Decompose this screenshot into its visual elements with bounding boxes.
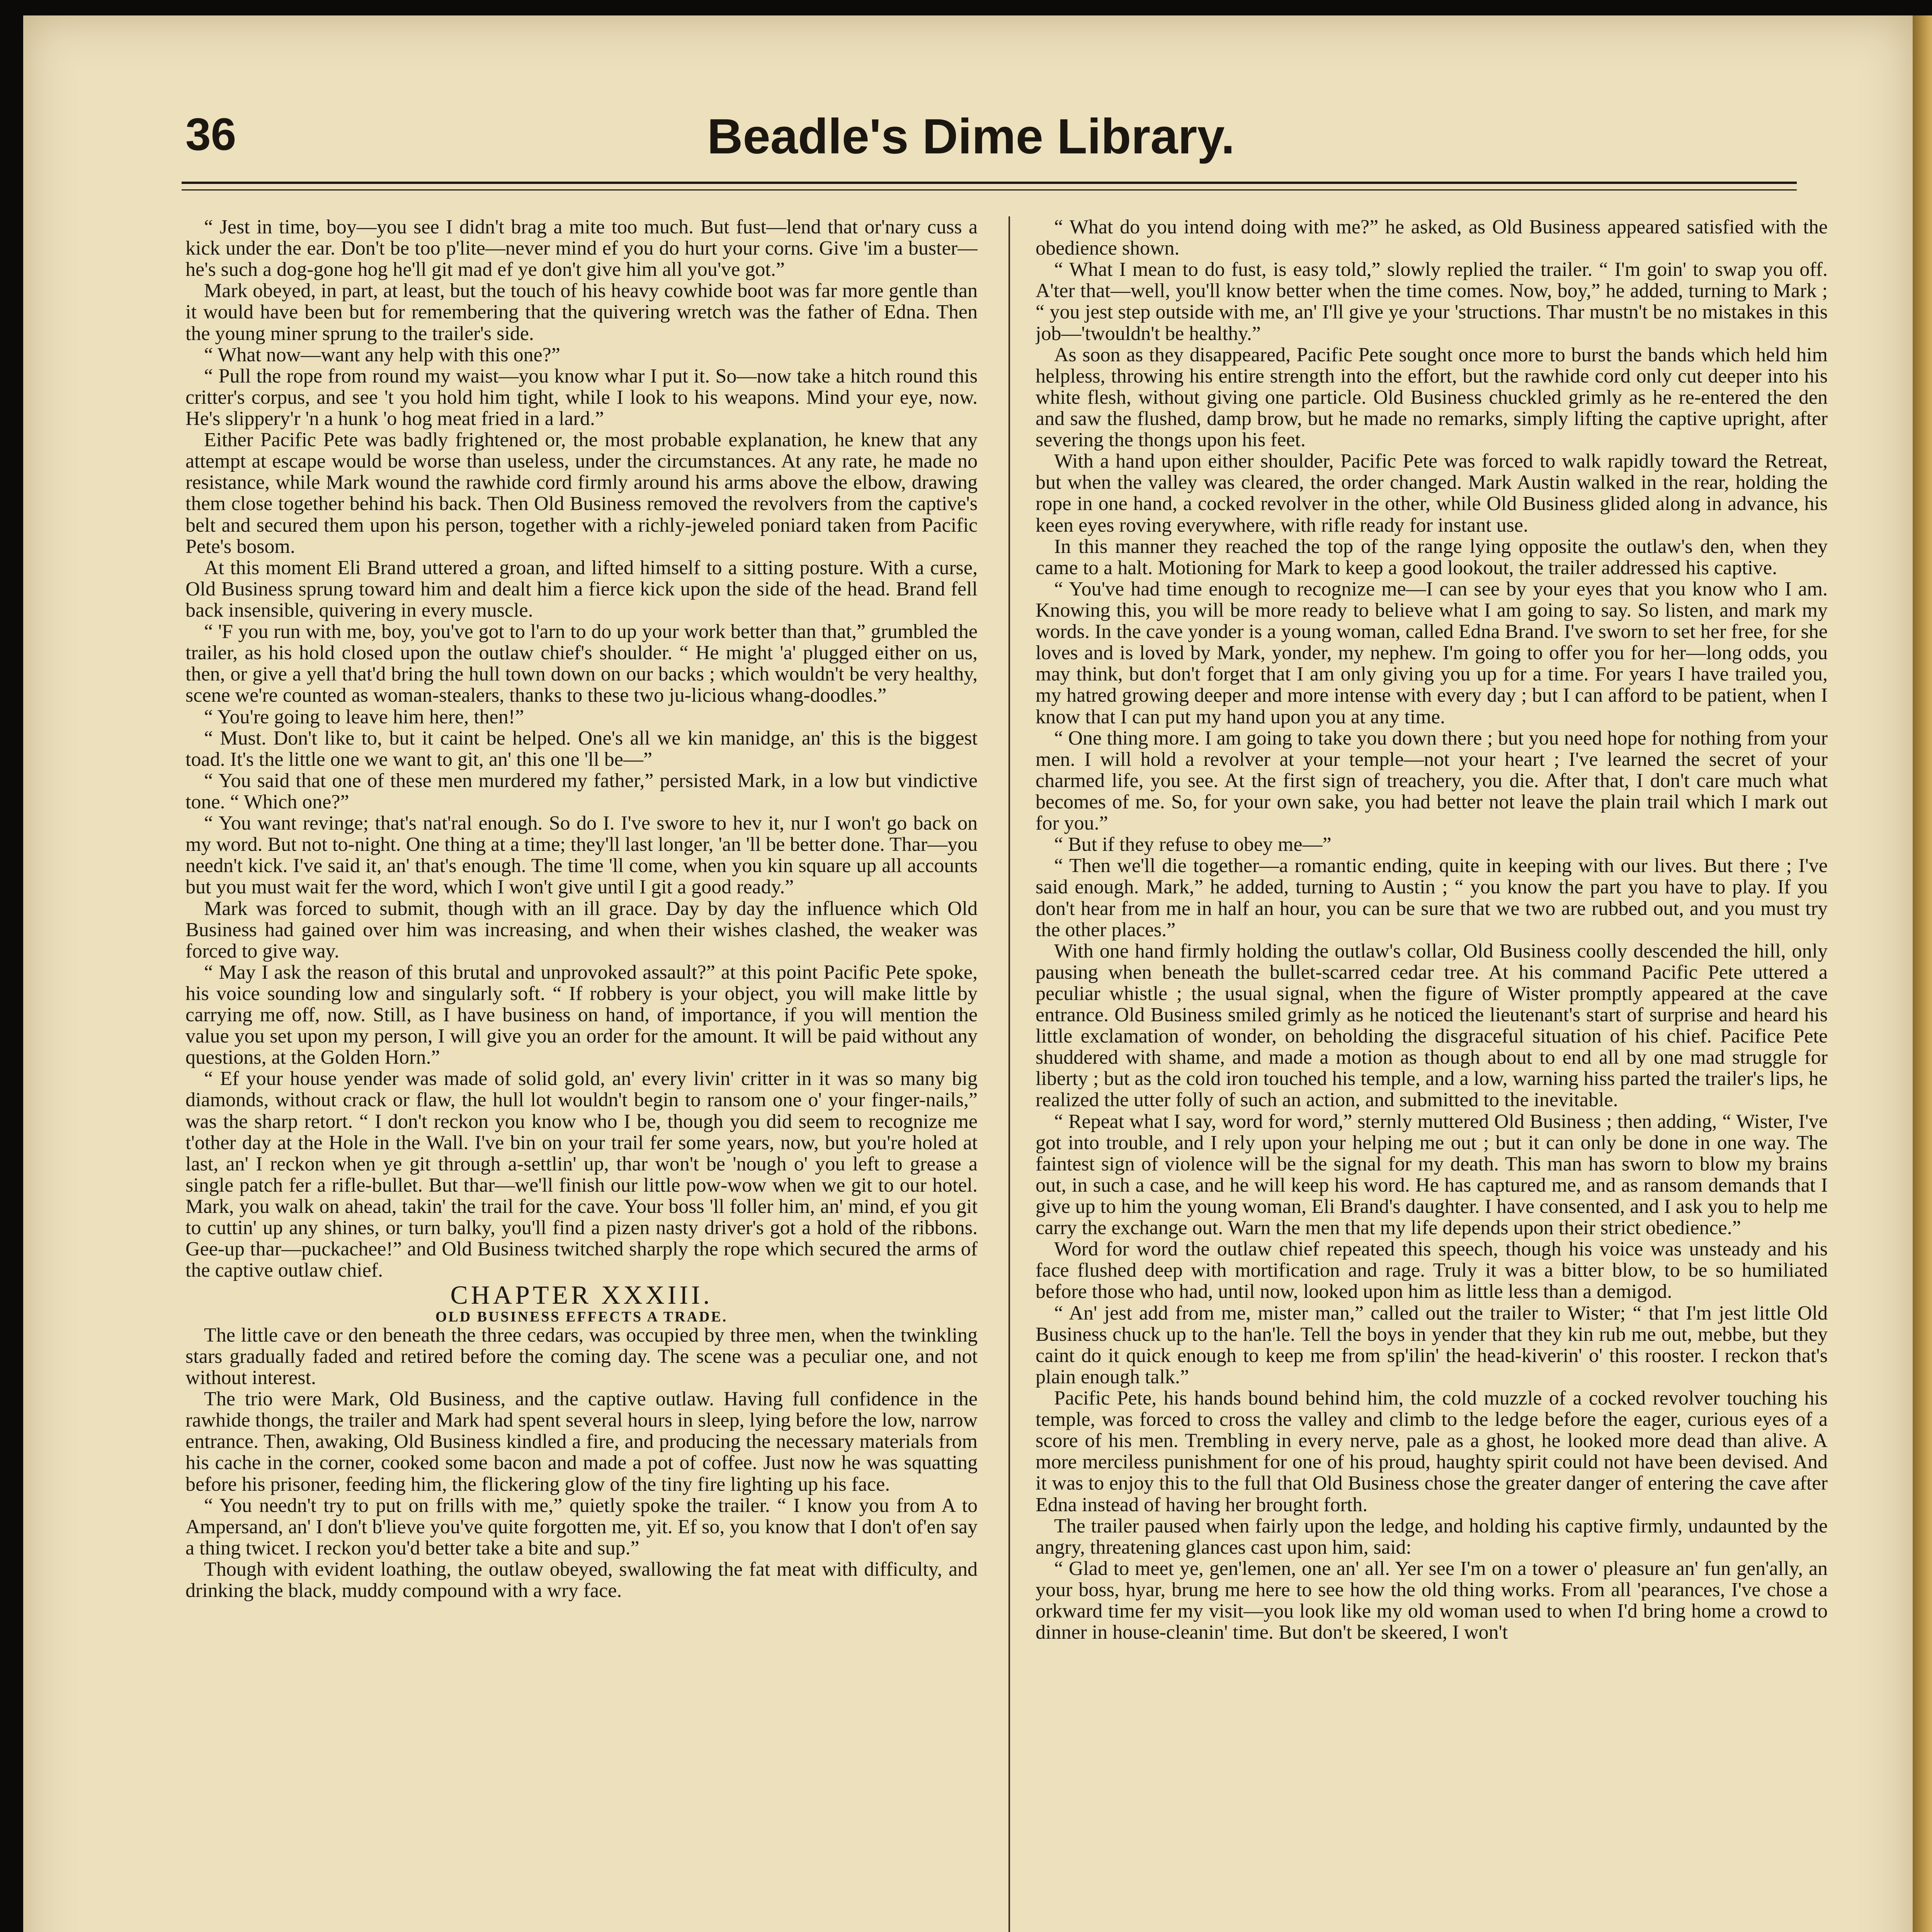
paragraph: “ What do you intend doing with me?” he asked, as Old Business appeared satisfied with the obedience shown. [1036,216,1828,260]
paragraph: “ What I mean to do fust, is easy told,” slowly replied the trailer. “ I'm goin' to swap you off. A'ter that—well, you'll know better when the time comes. Now, boy,” he added, turning to Mark ; “ you jest step outside with me, an' I'll give ye your 'structions. Thar mustn't be no mistakes in this job—'twouldn't be healthy.” [1036,259,1828,345]
paragraph: “ You said that one of these men murdered my father,” persisted Mark, in a low but vindictive tone. “ Which one?” [185,769,978,813]
paragraph: “ Jest in time, boy—you see I didn't brag a mite too much. But fust—lend that or'nary cuss a kick under the ear. Don't be too p'lite—never mind ef you do hurt your corns. Give 'im a buster—he's such a dog-gone hog he'll git mad ef ye don't give him all you've got.” [185,216,978,281]
paragraph: Mark obeyed, in part, at least, but the touch of his heavy cowhide boot was far more gentle than it would have been but for remembering that the quivering wretch was the father of Edna. Then the young miner sprung to the trailer's side. [185,280,978,345]
paragraph: “ May I ask the reason of this brutal and unprovoked assault?” at this point Pacific Pete spoke, his voice sounding low and singularly soft. “ If robbery is your object, you will make little by carrying me off, now. Still, as I have business on hand, of importance, if you will mention the value you set upon my person, I will give you an order for the amount. It will be paid without any questions, at the Golden Horn.” [185,961,978,1069]
paragraph: As soon as they disappeared, Pacific Pete sought once more to burst the bands which held him helpless, throwing his entire strength into the effort, but the rawhide cord only cut deeper into his white flesh, without giving one particle. Old Business chuckled grimly as he re-entered the den and saw the flushed, damp brow, but he made no remarks, simply lifting the captive upright, after severing the thongs upon his feet. [1036,344,1828,451]
running-head: Beadle's Dime Library. [707,109,1235,164]
paragraph: At this moment Eli Brand uttered a groan, and lifted himself to a sitting posture. With a curse, Old Business sprung toward him and dealt him a fierce kick upon the side of the head. Brand fell back insensible, quivering in every muscle. [185,556,978,621]
left-paragraphs [185,216,978,1281]
paragraph: Mark was forced to submit, though with an ill grace. Day by day the influence which Old Business had gained over him was increasing, and when their wishes clashed, the weaker was forced to give way. [185,897,978,962]
paragraph: In this manner they reached the top of the range lying opposite the outlaw's den, when they came to a halt. Motioning for Mark to keep a good lookout, the trailer addressed his captive. [1036,535,1828,579]
paragraph: “ You're going to leave him here, then!” [204,706,524,728]
paragraph: With a hand upon either shoulder, Pacific Pete was forced to walk rapidly toward the Retreat, but when the valley was cleared, the order changed. Mark Austin walked in the rear, holding the rope in one hand, a cocked revolver in the other, while Old Business glided along in advance, his keen eyes roving everywhere, with rifle ready for instant use. [1036,450,1828,536]
paragraph: “ An' jest add from me, mister man,” called out the trailer to Wister; “ that I'm jest little Old Business chuck up to the han'le. Tell the boys in yender that they kin rub me out, mebbe, but they caint do it quick enough to keep me from sp'ilin' the head-kiverin' o' this rooster. I reckon that's plain enough talk.” [1036,1302,1828,1388]
paragraph: The trio were Mark, Old Business, and the captive outlaw. Having full confidence in the rawhide thongs, the trailer and Mark had spent several hours in sleep, lying before the low, narrow entrance. Then, awaking, Old Business kindled a fire, and producing the necessary materials from his cache in the corner, cooked some bacon and made a pot of coffee. Just now he was squatting before his prisoner, feeding him, the flickering glow of the tiny fire lighting up his face. [185,1388,978,1495]
left-column [185,216,978,1932]
paragraph: “ Then we'll die together—a romantic ending, quite in keeping with our lives. But there ; I've said enough. Mark,” he added, turning to Austin ; “ you know the part you have to play. If you don't hear from me in half an hour, you can be sure that we two are rubbed out, and you must try the other places.” [1036,855,1828,941]
paragraph: “ You needn't try to put on frills with me,” quietly spoke the trailer. “ I know you from A to Ampersand, an' I don't b'lieve you've quite forgotten me, yit. Ef so, you know that I don't of'en say a thing twicet. I reckon you'd better take a bite and sup.” [185,1494,978,1559]
paragraph: “ You've had time enough to recognize me—I can see by your eyes that you know who I am. Knowing this, you will be more ready to believe what I am going to say. So listen, and mark my words. In the cave yonder is a young woman, called Edna Brand. I've sworn to set her free, for she loves and is loved by Mark, yonder, my nephew. I'm going to offer you for her—long odds, you may think, but don't forget that I am only giving you up for a time. For years I have trailed you, my hatred growing deeper and more intense with every day ; but I can afford to be patient, when I know that I can put my hand upon you at any time. [1036,578,1828,728]
header-rule [182,182,1797,184]
paragraph: “ Ef your house yender was made of solid gold, an' every livin' critter in it was so many big diamonds, without crack or flaw, the hull lot wouldn't begin to ransom one o' your finger-nails,” was the sharp retort. “ I don't reckon you know who I be, though you did seem to recognize me t'other day at the Hole in the Wall. I've bin on your trail fer some years, now, but you're holed at last, an' I reckon when ye git through a-settlin' up, thar won't be 'nough o' you left to grease a single patch fer a rifle-bullet. But thar—we'll finish our little pow-wow when we git to our hotel. Mark, you walk on ahead, takin' the trail for the cave. Your boss 'll foller him, an' mind, ef you git to cuttin' up any shines, or turn balky, you'll find a pizen nasty driver's got a hold of the ribbons. Gee-up thar—puckachee!” and Old Business twitched sharply the rope which secured the arms of the captive outlaw chief. [185,1068,978,1282]
column-divider [1009,216,1010,1932]
paragraph: “ But if they refuse to obey me—” [1054,833,1332,856]
paragraph: “ What now—want any help with this one?” [204,344,560,366]
paragraph: “ Glad to meet ye, gen'lemen, one an' all. Yer see I'm on a tower o' pleasure an' fun gen'ally, an your boss, hyar, brung me here to see how the old thing works. From all 'pearances, I've chose a orkward time fer my visit—you look like my old woman used to when I'd bring home a crowd to dinner in house-cleanin' time. But don't be skeered, I won't [1036,1557,1828,1644]
paragraph: The trailer paused when fairly upon the ledge, and holding his captive firmly, undaunted by the angry, threatening glances cast upon him, said: [1036,1515,1828,1558]
paragraph: The little cave or den beneath the three cedars, was occupied by three men, when the twinkling stars gradually faded and retired before the coming day. The scene was a peculiar one, and not without interest. [185,1324,978,1389]
paragraph: Either Pacific Pete was badly frightened or, the most probable explanation, he knew that any attempt at escape would be worse than useless, under the circumstances. At any rate, he made no resistance, while Mark wound the rawhide cord firmly around his arms above the elbow, drawing them close together behind his back. Then Old Business removed the revolvers from the captive's belt and secured them upon his person, together with a richly-jeweled poniard taken from Pacific Pete's bosom. [185,429,978,558]
chapter-heading: CHAPTER XXXIII. [450,1280,713,1310]
chapter-paragraphs [185,1325,978,1601]
paragraph: “ 'F you run with me, boy, you've got to l'arn to do up your work better than that,” grumbled the trailer, as his hold closed upon the outlaw chief's shoulder. “ He might 'a' plugged either on us, then, or give a yell that'd bring the hull town down on our backs ; which wouldn't be very healthy, scene we're counted as woman-stealers, thanks to these two ju-licious whang-doodles.” [185,621,978,707]
chapter-subtitle: OLD BUSINESS EFFECTS A TRADE. [435,1308,728,1325]
paragraph: Pacific Pete, his hands bound behind him, the cold muzzle of a cocked revolver touching his temple, was forced to cross the valley and climb to the ledge before the eager, curious eyes of a score of his men. Trembling in every nerve, pale as a ghost, he looked more dead than alive. A more merciless punishment for one of his proud, haughty spirit could not have been devised. And it was to enjoy this to the full that Old Business chose the greater danger of entering the cave after Edna instead of having her brought forth. [1036,1387,1828,1516]
page-spine-edge [1913,15,1932,1932]
header-rule-thin [182,189,1797,190]
paragraph: “ Repeat what I say, word for word,” sternly muttered Old Business ; then adding, “ Wister, I've got into trouble, and I rely upon your helping me out ; but it can only be done in one way. The faintest sign of violence will be the signal for my death. This man has sworn to blow my brains out, in such a case, and he will keep his word. He has captured me, and as ransom demands that I give up to him the young woman, Eli Brand's daughter. I have consented, and I ask you to help me carry the exchange out. Warn the men that my life depends upon their strict obedience.” [1036,1110,1828,1239]
paragraph: “ You want revinge; that's nat'ral enough. So do I. I've swore to hev it, nur I won't go back on my word. But not to-night. One thing at a time; they'll last longer, 'an 'll be better done. Thar—you needn't kick. I've said it, an' that's enough. The time 'll come, when you kin square up all accounts but you must wait fer the word, which I won't give until I git a good ready.” [185,812,978,898]
paragraph: Word for word the outlaw chief repeated this speech, though his voice was unsteady and his face flushed deep with mortification and rage. Truly it was a bitter blow, to be so humiliated before those who had, until now, looked upon him as little less than a demigod. [1036,1238,1828,1303]
paragraph: “ One thing more. I am going to take you down there ; but you need hope for nothing from your men. I will hold a revolver at your temple—not your heart ; I've learned the secret of your charmed life, you see. At the first sign of treachery, you die. After that, I don't care much what becomes of me. So, for your own sake, you had better not leave the plain trail which I mark out for you.” [1036,727,1828,835]
right-column [1036,216,1828,1932]
paragraph: “ Pull the rope from round my waist—you know whar I put it. So—now take a hitch round this critter's corpus, and see 't you hold him tight, while I look to his weapons. Mind your eye, now. He's slippery'r 'n a hunk 'o hog meat fried in a lard.” [185,365,978,430]
paragraph: “ Must. Don't like to, but it caint be helped. One's all we kin manidge, an' this is the biggest toad. It's the little one we want to git, an' this one 'll be—” [185,727,978,770]
page-number: 36 [185,109,236,160]
paragraph: With one hand firmly holding the outlaw's collar, Old Business coolly descended the hill, only pausing when beneath the bullet-scarred cedar tree. At his command Pacific Pete uttered a peculiar whistle ; the usual signal, when the figure of Wister promptly appeared at the cave entrance. Old Business smiled grimly as he noticed the lieutenant's start of surprise and heard his little exclamation of wonder, on beholding the disgraceful situation of his chief. Pacifice Pete shuddered with shame, and made a motion as though about to end all by one mad struggle for liberty ; but as the cold iron touched his temple, and a low, warning hiss parted the trailer's lips, he realized the utter folly of such an action, and submitted to the inevitable. [1036,940,1828,1111]
paragraph: Though with evident loathing, the outlaw obeyed, swallowing the fat meat with difficulty, and drinking the black, muddy compound with a wry face. [185,1558,978,1602]
